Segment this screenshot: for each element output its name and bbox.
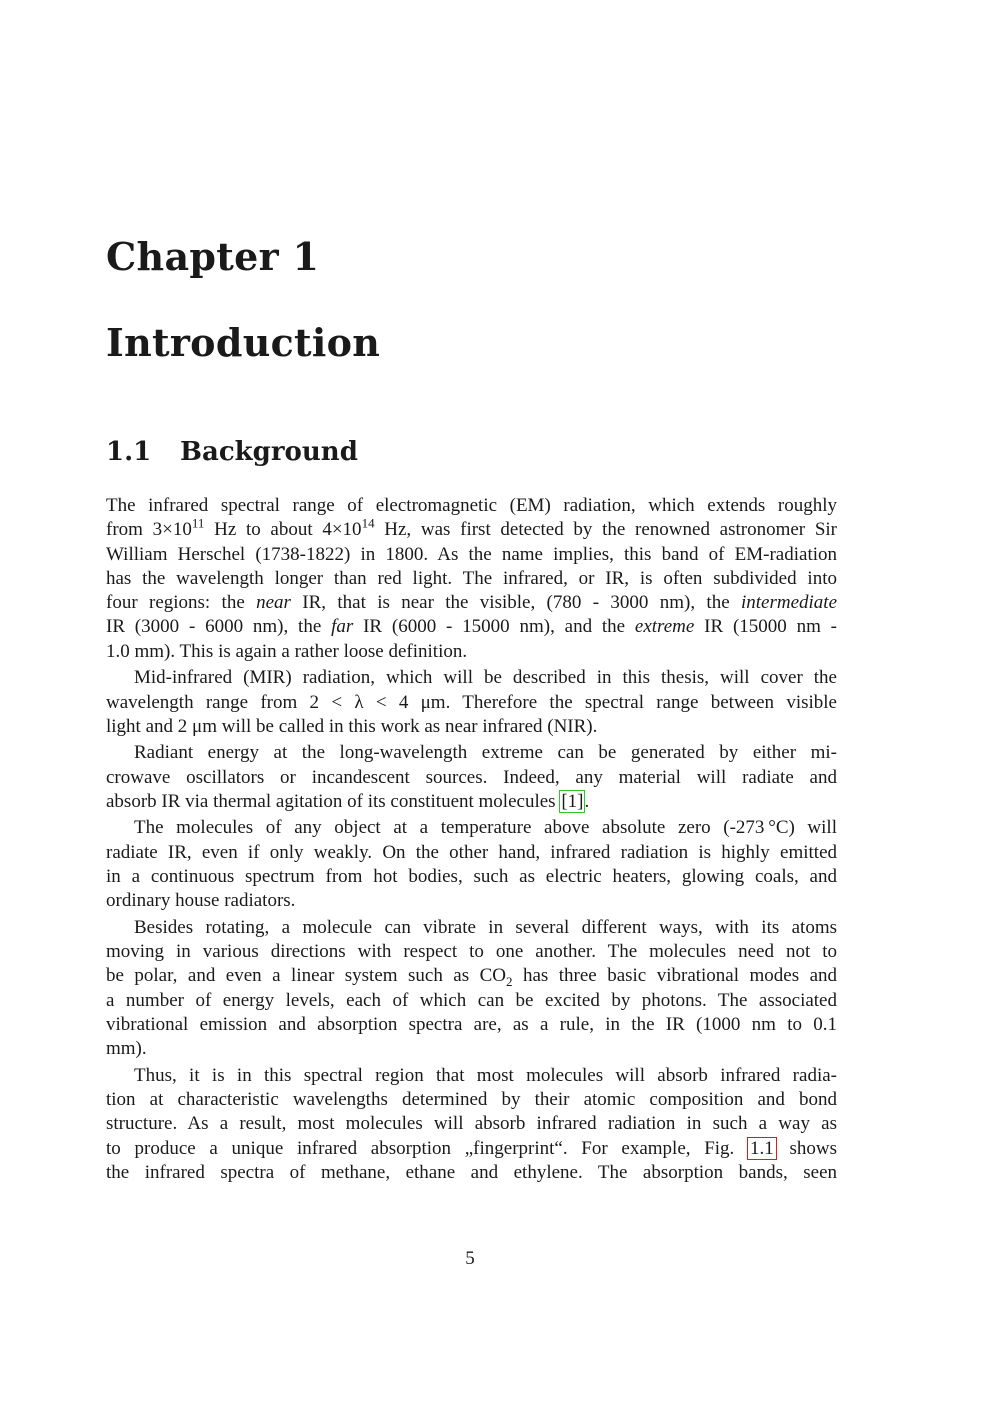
paragraph-2 <box>106 666 837 739</box>
paragraph-1 <box>106 494 837 664</box>
paragraph-line: radiate IR, even if only weakly. On the other hand, infrared radiation is highly emitted <box>106 841 837 863</box>
paragraph-line: structure. As a result, most molecules will absorb infrared radiation in such a way as <box>106 1113 837 1135</box>
paragraph-line: Radiant energy at the long-wavelength extreme can be generated by either mi- <box>134 742 837 764</box>
page-number: 5 <box>465 1248 475 1269</box>
paragraph-line: light and 2 μm will be called in this work as near infrared (NIR). <box>106 715 598 737</box>
subscript: 2 <box>506 974 513 990</box>
paragraph-6 <box>106 1064 837 1185</box>
paragraph-line: vibrational emission and absorption spectra are, as a rule, in the IR (1000 nm to 0.1 <box>106 1013 837 1035</box>
paragraph-line: four regions: the near IR, that is near the visible, (780 - 3000 nm), the intermediate <box>106 592 837 614</box>
paragraph-line: in a continuous spectrum from hot bodies, such as electric heaters, glowing coals, and <box>106 866 837 888</box>
paragraph-line: The infrared spectral range of electromagnetic (EM) radiation, which extends roughly <box>106 495 837 516</box>
body-text <box>106 494 837 1187</box>
paragraph-4 <box>106 816 837 913</box>
paragraph-line: be polar, and even a linear system such as $CO_2$ has three basic vibrational modes and <box>106 965 837 990</box>
paragraph-line: ordinary house radiators. <box>106 890 296 912</box>
paragraph-line: The molecules of any object at a temperature above absolute zero (-273 °C) will <box>134 817 837 839</box>
paragraph-line: the infrared spectra of methane, ethane and ethylene. The absorption bands, seen <box>106 1161 837 1183</box>
chapter-title: Introduction <box>106 320 381 365</box>
section-title: Background <box>180 437 358 467</box>
paragraph-line: a number of energy levels, each of which can be excited by photons. The associated <box>106 989 837 1011</box>
paragraph-line: to produce a unique infrared absorption „fingerprint“. For example, Fig. 1.1 shows <box>106 1137 838 1159</box>
paragraph-line: moving in various directions with respect to one another. The molecules need not to <box>106 941 837 963</box>
paragraph-line: has the wavelength longer than red light. The infrared, or IR, is often subdivided into <box>106 567 837 589</box>
paragraph-line: 1.0 mm). This is again a rather loose definition. <box>106 640 468 662</box>
section-number: 1.1 <box>106 437 152 467</box>
paragraph-line: crowave oscillators or incandescent sources. Indeed, any material will radiate and <box>106 766 837 788</box>
figure-reference-link[interactable]: 1.1 <box>750 1137 774 1159</box>
emphasis-intermediate: intermediate <box>740 592 837 614</box>
paragraph-5 <box>106 916 837 1062</box>
paragraph-line: Besides rotating, a molecule can vibrate in several different ways, with its atoms <box>134 916 837 938</box>
superscript: 14 <box>361 515 375 531</box>
emphasis-extreme: extreme <box>634 616 695 638</box>
citation-link[interactable]: [1] <box>561 790 584 812</box>
paragraph-line: wavelength range from 2 < λ < 4 μm. Therefore the spectral range between visible <box>106 691 837 713</box>
paragraph-line: William Herschel (1738-1822) in 1800. As the name implies, this band of EM-radiation <box>106 543 837 565</box>
paragraph-line: mm). <box>106 1038 147 1060</box>
section-heading <box>106 437 358 467</box>
paragraph-line: IR (3000 - 6000 nm), the far IR (6000 - 15000 nm), and the extreme IR (15000 nm - <box>106 616 837 638</box>
emphasis-far: far <box>331 616 354 638</box>
paragraph-line: tion at characteristic wavelengths determined by their atomic composition and bond <box>106 1089 837 1111</box>
paragraph-3 <box>106 741 837 814</box>
paragraph-line: from $3\times 10^{11}$ Hz to about $4\times 10^{14}$ Hz, was first detected by the renowned astronomer Sir <box>106 515 837 541</box>
paragraph-line: Mid-infrared (MIR) radiation, which will be described in this thesis, will cover the <box>134 667 837 689</box>
emphasis-near: near <box>256 592 291 614</box>
paragraph-line: absorb IR via thermal agitation of its constituent molecules [1]. <box>106 790 590 812</box>
paragraph-line: Thus, it is in this spectral region that most molecules will absorb infrared radia- <box>134 1064 837 1086</box>
superscript: 11 <box>191 515 205 531</box>
chapter-label: Chapter 1 <box>106 234 320 279</box>
